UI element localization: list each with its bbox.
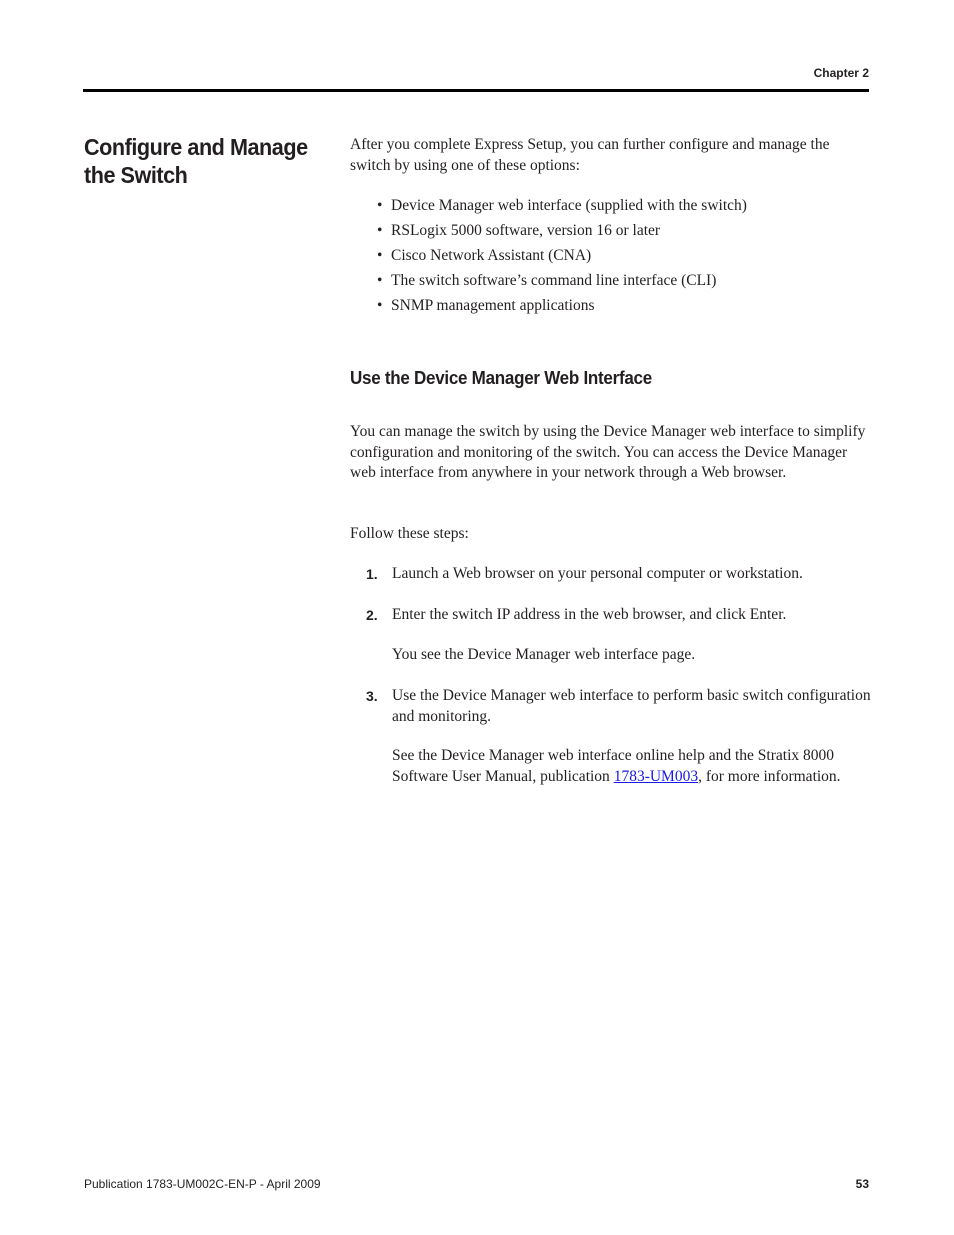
- intro-paragraph: After you complete Express Setup, you can further configure and manage the switch by using one of these options:: [350, 136, 830, 174]
- note-text: See the Device Manager web interface online help and the Stratix 8000 Software User Manual, publication: [392, 747, 835, 785]
- option-text: The switch software’s command line interface (CLI): [391, 272, 717, 289]
- step-1: [366, 564, 876, 585]
- step-3: [366, 686, 876, 727]
- step-number: 1.: [366, 566, 378, 582]
- list-item: [377, 246, 747, 271]
- list-item: [377, 271, 747, 296]
- bullet-icon: •: [377, 222, 383, 239]
- list-item: [377, 196, 747, 221]
- header-divider: [83, 89, 869, 92]
- step-2-note: You see the Device Manager web interface page.: [392, 646, 696, 663]
- bullet-icon: •: [377, 197, 383, 214]
- manage-paragraph: You can manage the switch by using the Device Manager web interface to simplify configuration and monitoring of the switch. You can access the Device Manager web interface from anywhere in your network through a Web browser.: [350, 423, 866, 481]
- publication-link[interactable]: 1783-UM003: [613, 767, 699, 785]
- step-number: 2.: [366, 607, 378, 623]
- step-text: Enter the switch IP address in the web browser, and click Enter.: [392, 606, 787, 623]
- bullet-icon: •: [377, 272, 383, 289]
- list-item: [377, 296, 747, 321]
- chapter-label: Chapter 2: [813, 66, 869, 80]
- step-2: [366, 605, 876, 626]
- bullet-icon: •: [377, 297, 383, 314]
- footer-publication: Publication 1783-UM002C-EN-P - April 2009: [84, 1177, 321, 1191]
- page-number: 53: [855, 1177, 869, 1191]
- list-item: [377, 221, 747, 246]
- step-text: Use the Device Manager web interface to perform basic switch configuration and monitoring.: [392, 687, 871, 725]
- steps-intro: Follow these steps:: [350, 525, 469, 542]
- subsection-heading: Use the Device Manager Web Interface: [350, 367, 652, 388]
- option-text: Device Manager web interface (supplied with the switch): [391, 197, 747, 214]
- option-text: RSLogix 5000 software, version 16 or later: [391, 222, 661, 239]
- bullet-icon: •: [377, 247, 383, 264]
- options-list: [377, 196, 747, 321]
- option-text: SNMP management applications: [391, 297, 595, 314]
- note-text-end: , for more information.: [698, 767, 841, 785]
- step-3-note: [392, 746, 882, 787]
- section-heading: Configure and Manage the Switch: [84, 134, 308, 188]
- step-number: 3.: [366, 688, 378, 704]
- option-text: Cisco Network Assistant (CNA): [391, 247, 592, 264]
- step-text: Launch a Web browser on your personal computer or workstation.: [392, 565, 803, 582]
